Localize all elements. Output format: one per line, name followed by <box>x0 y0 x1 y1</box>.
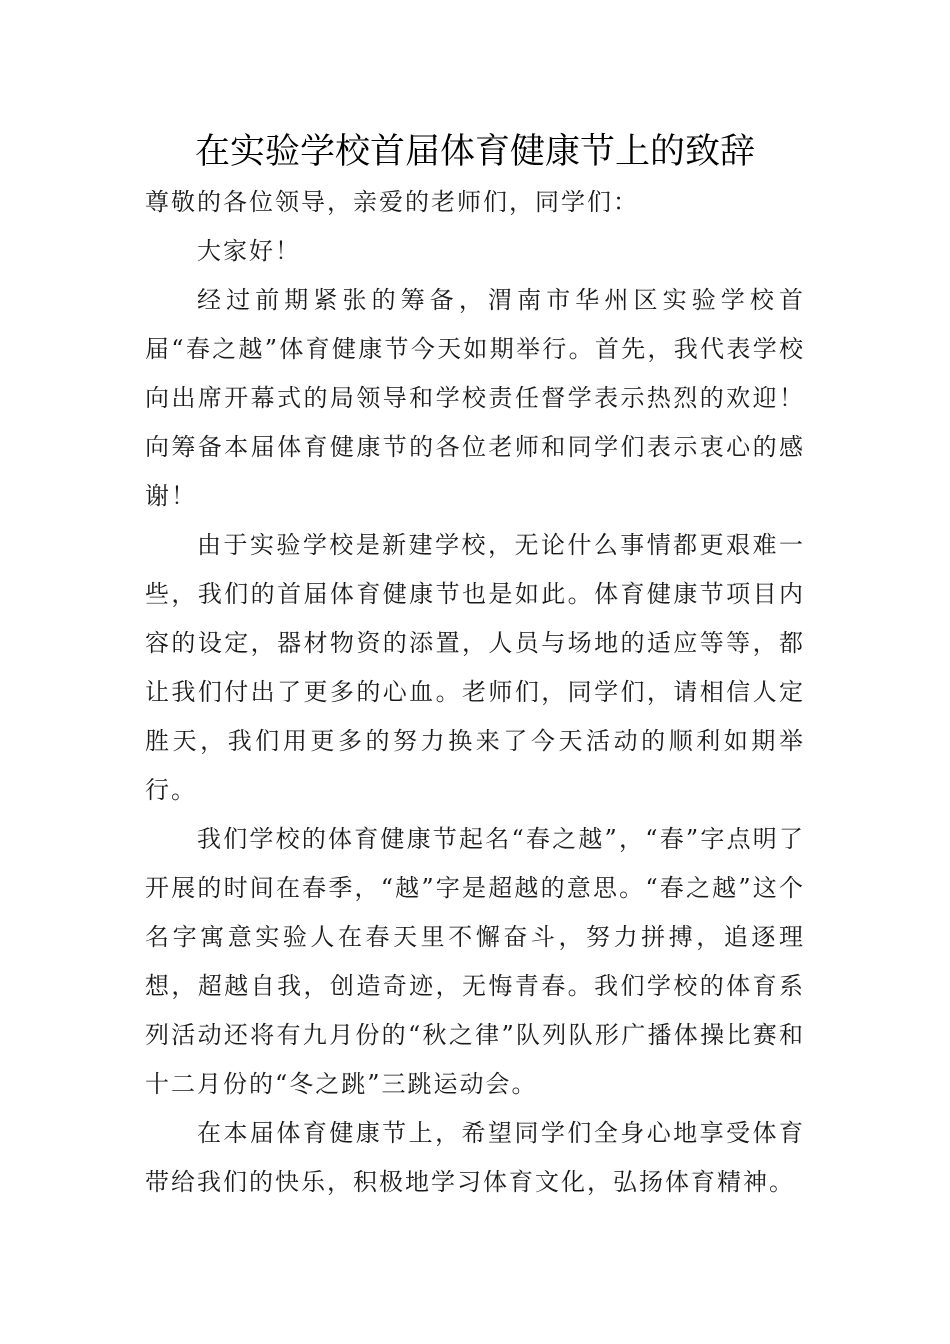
paragraph-hopes: 在本届体育健康节上，希望同学们全身心地享受体育带给我们的快乐，积极地学习体育文化，弘扬体育精神。 <box>145 1119 805 1196</box>
paragraph-opening: 经过前期紧张的筹备，渭南市华州区实验学校首届“春之越”体育健康节今天如期举行。首先，我代表学校向出席开幕式的局领导和学校责任督学表示热烈的欢迎！向筹备本届体育健康节的各位老师和同学们表示衷心的感谢！ <box>145 286 805 510</box>
salutation: 尊敬的各位领导，亲爱的老师们，同学们： <box>145 188 639 216</box>
paragraph-festival-name: 我们学校的体育健康节起名“春之越”，“春”字点明了开展的时间在春季，“越”字是超越的意思。“春之越”这个名字寓意实验人在春天里不懈奋斗，努力拼搏，追逐理想，超越自我，创造奇迹，无悔青春。我们学校的体育系列活动还将有九月份的“秋之律”队列队形广播体操比赛和十二月份的“冬之跳”三跳运动会。 <box>145 825 805 1098</box>
document-body <box>145 178 805 1207</box>
document-title: 在实验学校首届体育健康节上的致辞 <box>194 132 755 172</box>
paragraph-greeting: 大家好！ <box>197 237 301 265</box>
paragraph-preparation: 由于实验学校是新建学校，无论什么事情都更艰难一些，我们的首届体育健康节也是如此。体育健康节项目内容的设定，器材物资的添置，人员与场地的适应等等，都让我们付出了更多的心血。老师们，同学们，请相信人定胜天，我们用更多的努力换来了今天活动的顺利如期举行。 <box>145 531 805 804</box>
